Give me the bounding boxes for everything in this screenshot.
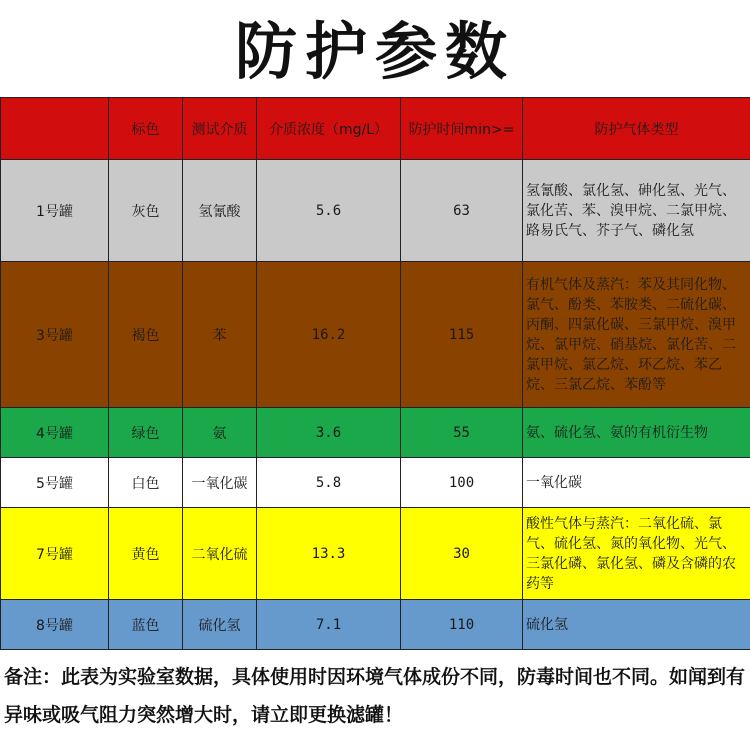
table-row: [1, 458, 750, 508]
time-cell: 110: [401, 600, 523, 650]
medium-cell: 二氧化硫: [183, 508, 257, 600]
medium-cell: 一氧化碳: [183, 458, 257, 508]
page-title: 防护参数: [234, 15, 515, 88]
color-cell: 绿色: [109, 408, 183, 458]
color-cell: 褐色: [109, 262, 183, 408]
footnote: 备注：此表为实验室数据，具体使用时因环境气体成份不同，防毒时间也不同。如闻到有异味或吸气阻力突然增大时，请立即更换滤罐！: [4, 666, 746, 726]
table-row: [1, 600, 750, 650]
table-row: [1, 508, 750, 600]
concentration-cell: 7.1: [257, 600, 401, 650]
color-cell: 黄色: [109, 508, 183, 600]
protection-parameters-table: [0, 97, 750, 650]
header-cell: 测试介质: [183, 98, 257, 160]
color-cell: 蓝色: [109, 600, 183, 650]
medium-cell: 硫化氢: [183, 600, 257, 650]
medium-cell: 氢氰酸: [183, 160, 257, 262]
medium-cell: 苯: [183, 262, 257, 408]
header-cell: [1, 98, 109, 160]
medium-cell: 氨: [183, 408, 257, 458]
gas-types-cell: 氨、硫化氢、氨的有机衍生物: [523, 408, 750, 458]
header-cell: 防护时间min>=: [401, 98, 523, 160]
time-cell: 115: [401, 262, 523, 408]
table-row: [1, 160, 750, 262]
gas-types-cell: 氢氰酸、氯化氢、砷化氢、光气、氯化苦、苯、溴甲烷、二氯甲烷、路易氏气、芥子气、磷化氢: [523, 160, 750, 262]
canister-cell: 8号罐: [1, 600, 109, 650]
time-cell: 55: [401, 408, 523, 458]
time-cell: 100: [401, 458, 523, 508]
time-cell: 63: [401, 160, 523, 262]
gas-types-cell: 有机气体及蒸汽：苯及其同化物、氯气、酚类、苯胺类、二硫化碳、丙酮、四氯化碳、三氯甲烷、溴甲烷、氯甲烷、硝基烷、氯化苦、二氯甲烷、氯乙烷、环乙烷、苯乙烷、三氯乙烷、苯酚等: [523, 262, 750, 408]
canister-cell: 1号罐: [1, 160, 109, 262]
canister-cell: 3号罐: [1, 262, 109, 408]
color-cell: 灰色: [109, 160, 183, 262]
gas-types-cell: 硫化氢: [523, 600, 750, 650]
concentration-cell: 3.6: [257, 408, 401, 458]
color-cell: 白色: [109, 458, 183, 508]
concentration-cell: 16.2: [257, 262, 401, 408]
canister-cell: 4号罐: [1, 408, 109, 458]
table-row: [1, 262, 750, 408]
canister-cell: 7号罐: [1, 508, 109, 600]
concentration-cell: 5.8: [257, 458, 401, 508]
table-header-row: [1, 98, 750, 160]
concentration-cell: 13.3: [257, 508, 401, 600]
concentration-cell: 5.6: [257, 160, 401, 262]
header-cell: 防护气体类型: [523, 98, 750, 160]
time-cell: 30: [401, 508, 523, 600]
gas-types-cell: 一氧化碳: [523, 458, 750, 508]
header-cell: 介质浓度（mg/L）: [257, 98, 401, 160]
header-cell: 标色: [109, 98, 183, 160]
gas-types-cell: 酸性气体与蒸汽：二氧化硫、氯气、硫化氢、氮的氧化物、光气、三氯化磷、氯化氢、磷及含磷的农药等: [523, 508, 750, 600]
table-row: [1, 408, 750, 458]
canister-cell: 5号罐: [1, 458, 109, 508]
